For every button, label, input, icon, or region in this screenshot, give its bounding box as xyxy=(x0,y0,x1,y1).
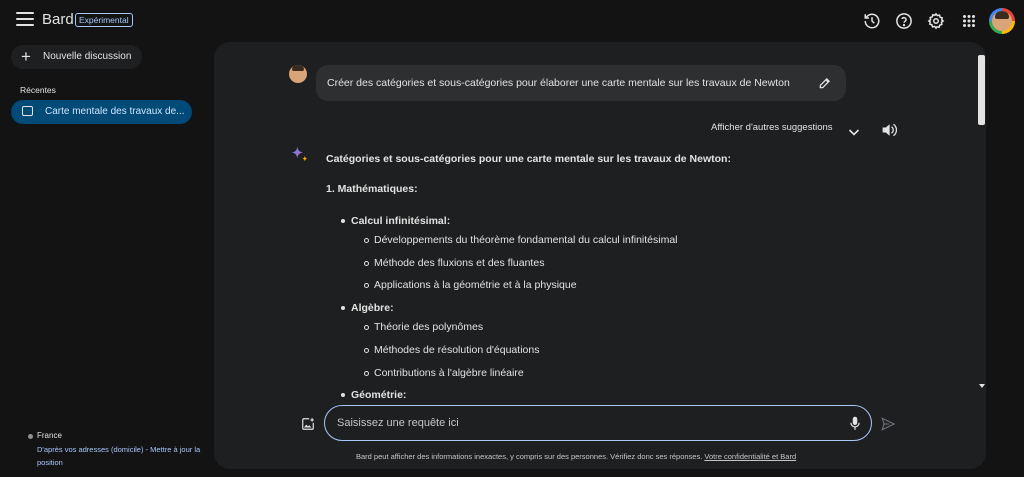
recent-chat-label: Carte mentale des travaux de... xyxy=(45,106,185,117)
location-country: France xyxy=(37,431,62,440)
response-intro: Catégories et sous-catégories pour une carte mentale sur les travaux de Newton: xyxy=(326,153,731,165)
response-content xyxy=(326,150,966,398)
list-sub-item: Méthode des fluxions et des fluantes xyxy=(374,257,545,269)
sub-bullet-circle xyxy=(364,348,369,353)
chat-icon xyxy=(22,106,33,116)
chevron-down-icon[interactable] xyxy=(848,124,860,133)
sub-bullet-circle xyxy=(364,238,369,243)
new-chat-button[interactable] xyxy=(11,45,142,69)
menu-icon[interactable] xyxy=(16,12,34,26)
list-sub-item: Théorie des polynômes xyxy=(374,321,484,333)
response-section-heading: 1. Mathématiques: xyxy=(326,183,418,195)
sub-bullet-circle xyxy=(364,261,369,266)
user-avatar xyxy=(289,65,307,83)
sub-bullet-circle xyxy=(364,283,369,288)
prompt-input[interactable] xyxy=(337,415,817,431)
experimental-badge: Expérimental xyxy=(75,13,133,27)
bullet-dot xyxy=(341,393,345,397)
speaker-icon[interactable] xyxy=(881,123,897,137)
new-chat-label: Nouvelle discussion xyxy=(43,51,132,62)
list-sub-item: Développements du théorème fondamental du calcul infinitésimal xyxy=(374,234,678,246)
disclaimer xyxy=(356,452,796,461)
microphone-icon[interactable] xyxy=(849,416,861,431)
location-dot-icon xyxy=(28,434,33,439)
update-location-link[interactable]: D'après vos adresses (domicile) - Mettre à jour la position xyxy=(37,445,201,467)
add-image-icon[interactable] xyxy=(301,417,315,431)
recent-section-title: Récentes xyxy=(20,85,56,95)
top-bar xyxy=(0,0,1024,42)
edit-pencil-icon[interactable] xyxy=(818,76,832,90)
privacy-link[interactable]: Votre confidentialité et Bard xyxy=(704,452,797,461)
list-item-title: Géométrie: xyxy=(351,389,407,398)
recent-chat-item[interactable] xyxy=(11,100,192,124)
list-sub-item: Contributions à l'algèbre linéaire xyxy=(374,367,524,379)
bullet-dot xyxy=(341,306,345,310)
help-icon[interactable] xyxy=(895,12,913,30)
apps-grid-icon[interactable] xyxy=(960,12,978,30)
list-item-title: Algèbre: xyxy=(351,302,394,314)
scrollbar-thumb[interactable] xyxy=(978,55,985,125)
history-icon[interactable] xyxy=(863,12,881,30)
prompt-input-box[interactable] xyxy=(324,405,872,441)
settings-icon[interactable] xyxy=(927,12,945,30)
show-drafts-button[interactable]: Afficher d'autres suggestions xyxy=(711,122,833,133)
user-prompt-text: Créer des catégories et sous-catégories pour élaborer une carte mentale sur les travaux de Newton xyxy=(327,77,790,89)
plus-icon: + xyxy=(21,47,31,66)
list-sub-item: Méthodes de résolution d'équations xyxy=(374,344,540,356)
sub-bullet-circle xyxy=(364,325,369,330)
list-sub-item: Applications à la géométrie et à la physique xyxy=(374,279,577,291)
list-item-title: Calcul infinitésimal: xyxy=(351,215,451,227)
sub-bullet-circle xyxy=(364,371,369,376)
bard-sparkle-icon xyxy=(289,145,309,165)
bullet-dot xyxy=(341,219,345,223)
disclaimer-text: Bard peut afficher des informations inexactes, y compris sur des personnes. Vérifiez donc ses réponses. xyxy=(356,452,703,461)
user-prompt-bubble xyxy=(316,65,846,101)
app-title[interactable]: Bard xyxy=(42,11,74,28)
send-icon[interactable] xyxy=(881,417,896,431)
scroll-down-arrow-icon[interactable] xyxy=(979,384,985,388)
account-avatar[interactable] xyxy=(989,8,1015,34)
